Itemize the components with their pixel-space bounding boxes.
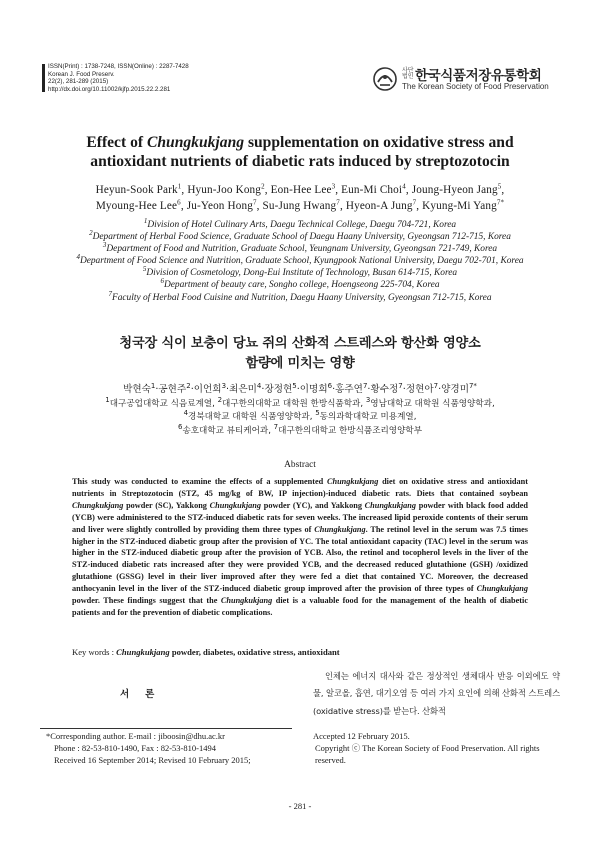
keyword-italic: Chungkukjang xyxy=(116,647,170,657)
author-sep: , xyxy=(501,184,505,196)
footnote-right xyxy=(313,731,563,767)
affiliation-item xyxy=(30,216,570,231)
korean-affiliation-text: 동의과학대학교 미용계열, xyxy=(319,412,417,423)
abstract-italic: Chungkukjang xyxy=(209,500,262,510)
author-sup: 7* xyxy=(496,197,505,206)
author-sep: , xyxy=(256,199,263,212)
korean-author-sep: · xyxy=(190,384,194,395)
korean-affiliation-text: 대구공업대학교 식음료계열, xyxy=(109,399,218,409)
korean-author-list xyxy=(40,383,560,397)
footnote-left xyxy=(46,731,296,767)
author-sep: , xyxy=(335,184,342,196)
korean-author-sep: · xyxy=(296,384,300,395)
korean-affiliation-sup: 1 xyxy=(105,396,110,405)
author-sup: 4 xyxy=(402,182,406,191)
korean-author-sep: · xyxy=(438,384,442,395)
author-name: Heyun-Sook Park xyxy=(95,184,178,196)
affiliation-item xyxy=(30,255,570,267)
abstract-italic: Chungkukjang xyxy=(220,596,273,606)
title-text-2: supplementation on oxidative stress and xyxy=(244,134,514,151)
korean-author-sep: · xyxy=(226,384,230,395)
society-name-en: The Korean Society of Food Preservation xyxy=(402,82,549,91)
author-line-1 xyxy=(30,183,570,199)
author-list xyxy=(30,183,570,214)
korean-author-sup: 5 xyxy=(292,381,297,390)
journal-info-bar xyxy=(42,64,45,92)
affiliation-sup: 4 xyxy=(76,253,80,262)
abstract-body xyxy=(72,476,528,619)
korean-author-sup: 1 xyxy=(150,381,156,390)
author-name: Joung-Hyeon Jang xyxy=(411,184,498,196)
affiliation-item xyxy=(30,289,570,304)
author-sep: , xyxy=(181,184,188,196)
abstract-text: powder (YC), and Yakkong xyxy=(261,500,365,510)
society-emblem-icon xyxy=(372,66,398,92)
journal-name: Korean J. Food Preserv. xyxy=(48,70,115,78)
abstract-italic: Chungkukjang xyxy=(326,477,379,486)
korean-affiliation-list xyxy=(40,398,560,438)
korean-author-sup: 2 xyxy=(186,381,191,390)
society-logo xyxy=(372,64,562,98)
korean-title xyxy=(40,334,560,374)
author-name: Myoung-Hee Lee xyxy=(95,199,178,212)
author-name: Kyung-Mi Yang xyxy=(422,199,497,212)
abstract-italic: Chungkukjang xyxy=(476,584,528,594)
title-text: Effect of xyxy=(86,134,147,151)
korean-author-name: 이언희 xyxy=(193,384,222,395)
korean-affiliation-sup: 3 xyxy=(365,396,371,405)
affiliation-text: Faculty of Herbal Food Cuisine and Nutrition, Daegu Haany University, Gyeongsan 712-715, Korea xyxy=(111,292,492,303)
korean-author-name: 박현숙 xyxy=(123,384,151,395)
korean-affiliation-sup: 2 xyxy=(217,396,223,405)
page-number: - 281 - xyxy=(288,801,312,811)
korean-affiliation-line-3 xyxy=(40,422,560,438)
affiliation-text: Division of Cosmetology, Dong-Eui Institute of Technology, Busan 614-715, Korea xyxy=(146,268,458,279)
korean-author-sep: · xyxy=(155,384,159,395)
abstract-heading: Abstract xyxy=(284,460,316,470)
author-name: Eun-Mi Choi xyxy=(341,184,403,196)
author-sep: , xyxy=(339,199,346,212)
author-sup: 7 xyxy=(412,197,417,206)
korean-author-name: 홍주연 xyxy=(335,384,363,395)
korean-author-sup: 3 xyxy=(221,381,227,390)
korean-author-name: 정현아 xyxy=(405,384,434,395)
affiliation-item xyxy=(30,267,570,279)
affiliation-sup: 3 xyxy=(102,241,107,250)
korean-author-sup: 7* xyxy=(468,381,477,390)
korean-author-sup: 7 xyxy=(433,381,439,390)
author-sup: 3 xyxy=(331,182,336,191)
korean-affiliation-line-1 xyxy=(40,398,560,411)
korean-author-name: 공현주 xyxy=(158,384,187,395)
received-date: Received 16 September 2014; Revised 10 February 2015; xyxy=(54,754,251,765)
author-sup: 6 xyxy=(177,197,181,206)
society-name-kr: 한국식품저장유통학회 xyxy=(415,68,542,84)
doi-link[interactable]: http://dx.doi.org/10.11002/kjfp.2015.22.2.281 xyxy=(48,85,171,93)
accepted-date: Accepted 12 February 2015. xyxy=(313,731,410,741)
affiliation-text: Department of beauty care, Songho college, Hoengseong 225-704, Korea xyxy=(163,280,440,291)
korean-author-sup: 7 xyxy=(362,381,368,390)
abstract-text: diet is a valuable food for the management of the health of diabetic patients and for the prevention of diabetic complications. xyxy=(72,596,528,617)
author-name: Ju-Yeon Hong xyxy=(186,199,253,212)
korean-author-sup: 4 xyxy=(256,381,262,390)
korean-author-name: 황수정 xyxy=(370,384,399,395)
keywords-rest: powder, diabetes, oxidative stress, antioxidant xyxy=(169,647,340,657)
keywords-label: Key words : xyxy=(72,647,117,657)
author-sep: , xyxy=(405,184,412,196)
affiliation-item xyxy=(30,228,570,243)
paper-title xyxy=(40,133,560,171)
abstract-text: powder (SC), Yakkong xyxy=(123,500,210,510)
abstract-text: powder. These findings suggest that the xyxy=(72,596,221,606)
abstract-text: . The retinol level in the serum was 7.5 times higher in the STZ-induced diabetic group after the provision of YC. The total antioxidant capacity (TAC) level in the serum was higher in the STZ-induced diabetic group after the provision of YCB. Also, the retinol and tocopherol levels in the liver of the STZ-induced diabetic rats increased after they were provided YCB, and the decreased reduced glutathione (GSH) /oxidized glutathione (GSSG) level in their liver improved after they were fed a diet that contained YC. Moreover, the decreased anthocyanin level in the liver of the STZ-induced diabetic group improved after the provision of three types of xyxy=(72,524,528,594)
keywords xyxy=(72,647,528,657)
corresponding-author: *Corresponding author. E-mail : jiboosin@dhu.ac.kr xyxy=(46,731,225,741)
intro-paragraph: 인체는 에너지 대사와 같은 정상적인 생체대사 반응 이외에도 약물, 알코올, 흡연, 대기오염 등 여러 가지 요인에 의해 산화적 스트레스(oxidative stress)를 받는다. 산화적 xyxy=(313,671,560,716)
korean-author-name: 이명희 xyxy=(299,384,328,395)
korean-affiliation-text: 대구한의대학교 한방식품조리영양학부 xyxy=(278,425,422,436)
korean-affiliation-sup: 5 xyxy=(315,409,320,418)
korean-affiliation-text: 대구한의대학교 대학원 한방식품학과, xyxy=(222,399,366,409)
footnote-rule xyxy=(40,728,292,729)
author-name: Hyun-Joo Kong xyxy=(187,184,262,196)
affiliation-sup: 7 xyxy=(108,289,112,298)
korean-author-name: 최은미 xyxy=(229,384,257,395)
korean-title-line-2: 함량에 미치는 영향 xyxy=(245,356,355,371)
author-name: Hyeon-A Jung xyxy=(345,199,413,212)
abstract-italic: Chungkukjang xyxy=(314,524,366,534)
korean-affiliation-text: 송호대학교 뷰티케어과, xyxy=(182,425,274,436)
korean-author-sep: · xyxy=(402,384,406,395)
author-sep: , xyxy=(416,199,423,212)
author-sup: 7 xyxy=(252,197,257,206)
affiliation-sup: 1 xyxy=(143,216,148,225)
affiliation-sup: 6 xyxy=(160,277,164,286)
korean-author-sup: 6 xyxy=(327,381,333,390)
author-sup: 1 xyxy=(177,182,182,191)
author-line-2 xyxy=(30,199,570,215)
abstract-text: diet on oxidative stress and antioxidant nutrients in Streptozotocin (STZ, 45 mg/kg of BW, IP injection)-induced diabetic rats. Diets that contained soybean xyxy=(72,477,528,498)
title-line-2: antioxidant nutrients of diabetic rats induced by streptozotocin xyxy=(90,153,510,170)
korean-affiliation-sup: 4 xyxy=(183,409,189,418)
affiliation-item xyxy=(30,243,570,255)
affiliation-text: Department of Herbal Food Science, Graduate School of Daegu Haany University, Gyeongsan 712-715, Korea xyxy=(92,232,511,243)
affiliation-text: Division of Hotel Culinary Arts, Daegu Technical College, Daegu 704-721, Korea xyxy=(147,220,457,230)
korean-affiliation-text: 영남대학교 대학원 식품영양학과, xyxy=(370,399,495,409)
abstract-text: powder with black food added (YCB) were administered to the STZ-induced diabetic rats for seven weeks. The increased lipid peroxide contents of their serum and liver were slightly controlled by providing them three types of xyxy=(72,500,528,534)
affiliation-list xyxy=(30,216,570,304)
abstract-text: This study was conducted to examine the effects of a supplemented xyxy=(72,477,327,486)
affiliation-text: Department of Food and Nutrition, Graduate School, Yeungnam University, Gyeongsan 721-749, Korea xyxy=(106,244,498,255)
korean-affiliation-line-2 xyxy=(40,411,560,424)
issn: ISSN(Print) : 1738-7248, ISSN(Online) : 2287-7428 xyxy=(48,63,189,70)
author-name: Eon-Hee Lee xyxy=(270,184,332,196)
author-name: Su-Jung Hwang xyxy=(262,199,337,212)
author-sup: 7 xyxy=(336,197,340,206)
korean-author-sep: · xyxy=(332,384,336,395)
title-italic: Chungkukjang xyxy=(146,134,245,151)
korean-author-sup: 7 xyxy=(398,381,403,390)
affiliation-text: Department of Food Science and Nutrition, Graduate School, Kyungpook National University, Daegu 702-701, Korea xyxy=(79,256,524,267)
society-prefix: 사단 법인 xyxy=(402,67,414,81)
korean-affiliation-sup: 6 xyxy=(177,422,183,431)
korean-author-sep: · xyxy=(367,384,371,395)
section-heading: 서론 xyxy=(120,689,171,700)
author-sup: 2 xyxy=(261,182,265,191)
affiliation-sup: 5 xyxy=(142,265,147,274)
author-sep: , xyxy=(180,199,187,212)
author-sep: , xyxy=(264,184,271,196)
korean-author-name: 장정현 xyxy=(264,384,293,395)
abstract-italic: Chungkukjang xyxy=(364,500,417,510)
abstract-italic: Chungkukjang xyxy=(72,500,124,510)
author-sup: 5 xyxy=(497,182,502,191)
korean-affiliation-sup: 7 xyxy=(273,422,279,431)
volume: 22(2), 281-289 (2015) xyxy=(48,78,109,86)
phone-fax: Phone : 82-53-810-1490, Fax : 82-53-810-1494 xyxy=(54,742,216,753)
copyright: Copyright ⓒ The Korean Society of Food Preservation. All rights reserved. xyxy=(315,742,540,765)
korean-affiliation-text: 경북대학교 대학원 식품영양학과, xyxy=(188,412,316,423)
korean-title-line-1: 청국장 식이 보충이 당뇨 쥐의 산화적 스트레스와 항산화 영양소 xyxy=(119,336,481,351)
journal-info xyxy=(48,63,189,93)
korean-author-sep: · xyxy=(261,384,265,395)
affiliation-sup: 2 xyxy=(89,228,93,237)
korean-author-name: 양경미 xyxy=(441,384,469,395)
